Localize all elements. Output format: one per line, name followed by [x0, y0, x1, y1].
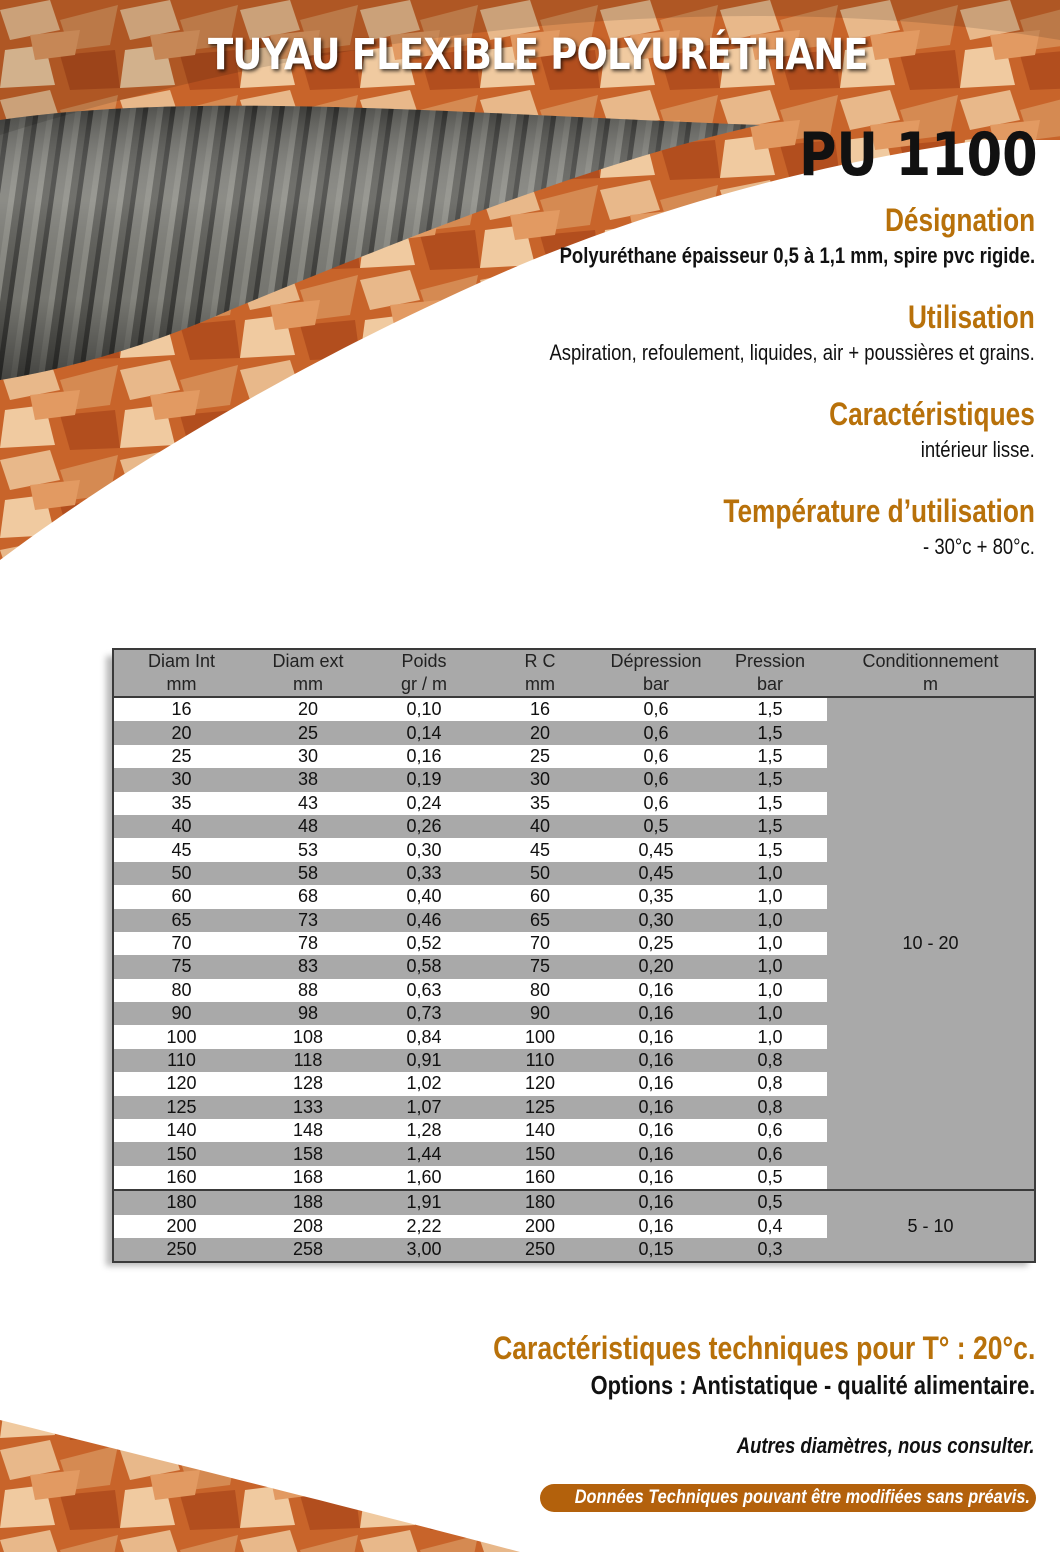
table-cell: 0,20: [599, 955, 713, 978]
table-cell: 0,45: [599, 862, 713, 885]
table-cell: 2,22: [367, 1215, 481, 1238]
table-cell: 0,52: [367, 932, 481, 955]
table-cell: 0,16: [367, 745, 481, 768]
table-cell: 1,0: [713, 932, 827, 955]
table-cell: 0,16: [599, 1049, 713, 1072]
table-cell: 75: [481, 955, 599, 978]
table-cell: 150: [481, 1142, 599, 1165]
table-cell: 0,46: [367, 909, 481, 932]
table-cell: 250: [481, 1238, 599, 1262]
designation-text: Polyuréthane épaisseur 0,5 à 1,1 mm, spire pvc rigide.: [559, 243, 1035, 268]
table-cell: 48: [249, 815, 367, 838]
table-cell: 50: [481, 862, 599, 885]
table-cell: 80: [481, 979, 599, 1002]
table-cell: 133: [249, 1096, 367, 1119]
header-rc: R C mm: [481, 649, 599, 697]
table-cell: 0,6: [599, 697, 713, 721]
model-name: PU 1100: [799, 120, 1038, 190]
table-cell: 1,0: [713, 885, 827, 908]
temperature-text: - 30°c + 80°c.: [923, 534, 1035, 559]
table-cell: 0,16: [599, 1072, 713, 1095]
table-cell: 108: [249, 1025, 367, 1048]
table-cell: 1,5: [713, 838, 827, 861]
table-cell: 30: [113, 768, 249, 791]
tech-note: [382, 1330, 1035, 1367]
conditionnement-cell: 10 - 20: [827, 697, 1035, 1190]
table-cell: 0,73: [367, 1002, 481, 1025]
table-cell: 1,91: [367, 1190, 481, 1214]
table-cell: 180: [113, 1190, 249, 1214]
table-cell: 30: [481, 768, 599, 791]
table-cell: 60: [481, 885, 599, 908]
table-cell: 188: [249, 1190, 367, 1214]
notice-badge: [540, 1484, 1036, 1512]
table-cell: 20: [481, 721, 599, 744]
header-pression: Pression bar: [713, 649, 827, 697]
table-cell: 0,16: [599, 1025, 713, 1048]
table-cell: 150: [113, 1142, 249, 1165]
table-cell: 1,5: [713, 697, 827, 721]
table-cell: 45: [113, 838, 249, 861]
table-cell: 0,84: [367, 1025, 481, 1048]
table-cell: 0,25: [599, 932, 713, 955]
table-row: [113, 1190, 1035, 1214]
table-cell: 35: [481, 792, 599, 815]
table-cell: 0,5: [713, 1166, 827, 1190]
header-poids: Poids gr / m: [367, 649, 481, 697]
utilisation-text: Aspiration, refoulement, liquides, air + poussières et grains.: [549, 340, 1035, 365]
table-cell: 180: [481, 1190, 599, 1214]
table-cell: 0,8: [713, 1072, 827, 1095]
table-cell: 0,16: [599, 1119, 713, 1142]
table-cell: 90: [481, 1002, 599, 1025]
table-cell: 20: [249, 697, 367, 721]
page-title: TUYAU FLEXIBLE POLYURÉTHANE: [208, 30, 868, 80]
utilisation-section: [457, 299, 1035, 366]
table-cell: 128: [249, 1072, 367, 1095]
table-cell: 160: [113, 1166, 249, 1190]
temperature-section: [655, 493, 1035, 560]
table-cell: 0,6: [713, 1119, 827, 1142]
conditionnement-cell: 5 - 10: [827, 1190, 1035, 1262]
table-cell: 0,16: [599, 1215, 713, 1238]
table-cell: 0,6: [599, 792, 713, 815]
table-cell: 0,33: [367, 862, 481, 885]
table-cell: 1,44: [367, 1142, 481, 1165]
table-cell: 0,35: [599, 885, 713, 908]
table-cell: 250: [113, 1238, 249, 1262]
table-cell: 68: [249, 885, 367, 908]
table-cell: 148: [249, 1119, 367, 1142]
table-cell: 158: [249, 1142, 367, 1165]
table-cell: 70: [481, 932, 599, 955]
table-cell: 0,26: [367, 815, 481, 838]
table-cell: 0,10: [367, 697, 481, 721]
table-cell: 1,07: [367, 1096, 481, 1119]
caracteristiques-text: intérieur lisse.: [920, 437, 1035, 462]
table-cell: 200: [113, 1215, 249, 1238]
table-cell: 0,6: [713, 1142, 827, 1165]
table-cell: 40: [113, 815, 249, 838]
table-cell: 168: [249, 1166, 367, 1190]
table-cell: 0,30: [367, 838, 481, 861]
table-cell: 40: [481, 815, 599, 838]
table-cell: 0,40: [367, 885, 481, 908]
table-cell: 140: [481, 1119, 599, 1142]
table-cell: 35: [113, 792, 249, 815]
table-cell: 1,0: [713, 979, 827, 1002]
header-depression: Dépression bar: [599, 649, 713, 697]
table-cell: 200: [481, 1215, 599, 1238]
table-cell: 0,63: [367, 979, 481, 1002]
table-cell: 0,6: [599, 768, 713, 791]
table-cell: 65: [481, 909, 599, 932]
utilisation-heading: Utilisation: [908, 299, 1035, 335]
table-cell: 120: [113, 1072, 249, 1095]
table-cell: 73: [249, 909, 367, 932]
table-row: [113, 697, 1035, 721]
header-diam-int: Diam Int mm: [113, 649, 249, 697]
table-cell: 1,0: [713, 1025, 827, 1048]
caracteristiques-section: [784, 396, 1035, 463]
table-cell: 43: [249, 792, 367, 815]
table-cell: 88: [249, 979, 367, 1002]
table-cell: 25: [113, 745, 249, 768]
table-cell: 1,5: [713, 815, 827, 838]
header-conditionnement: Conditionnement m: [827, 649, 1035, 697]
table-cell: 25: [481, 745, 599, 768]
table-cell: 0,14: [367, 721, 481, 744]
table-cell: 0,6: [599, 721, 713, 744]
table-cell: 30: [249, 745, 367, 768]
table-cell: 0,6: [599, 745, 713, 768]
table-cell: 0,15: [599, 1238, 713, 1262]
table-cell: 70: [113, 932, 249, 955]
table-cell: 0,19: [367, 768, 481, 791]
table-cell: 1,60: [367, 1166, 481, 1190]
designation-section: [469, 202, 1035, 269]
table-cell: 60: [113, 885, 249, 908]
table-cell: 1,0: [713, 909, 827, 932]
table-cell: 0,8: [713, 1096, 827, 1119]
table-cell: 98: [249, 1002, 367, 1025]
other-diameters-text: Autres diamètres, nous consulter.: [737, 1433, 1035, 1458]
table-cell: 125: [113, 1096, 249, 1119]
table-cell: 1,5: [713, 745, 827, 768]
table-cell: 16: [113, 697, 249, 721]
table-cell: 0,5: [713, 1190, 827, 1214]
temperature-heading: Température d’utilisation: [723, 493, 1035, 529]
table-cell: 1,5: [713, 721, 827, 744]
table-cell: 140: [113, 1119, 249, 1142]
table-cell: 0,16: [599, 1002, 713, 1025]
table-cell: 1,5: [713, 768, 827, 791]
table-cell: 38: [249, 768, 367, 791]
table-cell: 3,00: [367, 1238, 481, 1262]
specs-table-container: [112, 648, 1034, 1258]
table-cell: 45: [481, 838, 599, 861]
table-cell: 80: [113, 979, 249, 1002]
table-cell: 75: [113, 955, 249, 978]
table-cell: 118: [249, 1049, 367, 1072]
other-diameters-note: [680, 1433, 1035, 1459]
table-cell: 110: [113, 1049, 249, 1072]
table-cell: 78: [249, 932, 367, 955]
table-cell: 0,30: [599, 909, 713, 932]
table-cell: 100: [113, 1025, 249, 1048]
table-cell: 0,16: [599, 1166, 713, 1190]
table-cell: 0,91: [367, 1049, 481, 1072]
table-cell: 0,45: [599, 838, 713, 861]
options-note: [506, 1370, 1035, 1401]
notice-text: Données Techniques pouvant être modifiées sans préavis.: [574, 1487, 1030, 1508]
table-cell: 83: [249, 955, 367, 978]
table-cell: 0,8: [713, 1049, 827, 1072]
table-cell: 125: [481, 1096, 599, 1119]
table-cell: 90: [113, 1002, 249, 1025]
table-cell: 1,28: [367, 1119, 481, 1142]
table-cell: 1,02: [367, 1072, 481, 1095]
table-cell: 120: [481, 1072, 599, 1095]
specs-table: [112, 648, 1036, 1263]
table-cell: 53: [249, 838, 367, 861]
table-cell: 65: [113, 909, 249, 932]
table-cell: 100: [481, 1025, 599, 1048]
table-cell: 50: [113, 862, 249, 885]
header-diam-ext: Diam ext mm: [249, 649, 367, 697]
table-cell: 0,16: [599, 1190, 713, 1214]
table-cell: 25: [249, 721, 367, 744]
table-cell: 20: [113, 721, 249, 744]
table-cell: 1,5: [713, 792, 827, 815]
table-cell: 16: [481, 697, 599, 721]
table-cell: 208: [249, 1215, 367, 1238]
table-cell: 258: [249, 1238, 367, 1262]
designation-heading: Désignation: [884, 202, 1035, 238]
caracteristiques-heading: Caractéristiques: [829, 396, 1035, 432]
table-cell: 0,16: [599, 979, 713, 1002]
table-cell: 0,3: [713, 1238, 827, 1262]
table-cell: 0,16: [599, 1142, 713, 1165]
tech-heading: Caractéristiques techniques pour T° : 20°c.: [492, 1330, 1035, 1366]
table-cell: 0,16: [599, 1096, 713, 1119]
table-cell: 0,24: [367, 792, 481, 815]
table-cell: 160: [481, 1166, 599, 1190]
table-header-row: [113, 649, 1035, 697]
table-cell: 0,58: [367, 955, 481, 978]
table-cell: 1,0: [713, 862, 827, 885]
table-cell: 110: [481, 1049, 599, 1072]
table-cell: 0,5: [599, 815, 713, 838]
table-cell: 58: [249, 862, 367, 885]
table-cell: 1,0: [713, 1002, 827, 1025]
table-cell: 1,0: [713, 955, 827, 978]
options-text: Options : Antistatique - qualité alimentaire.: [590, 1370, 1035, 1400]
table-cell: 0,4: [713, 1215, 827, 1238]
